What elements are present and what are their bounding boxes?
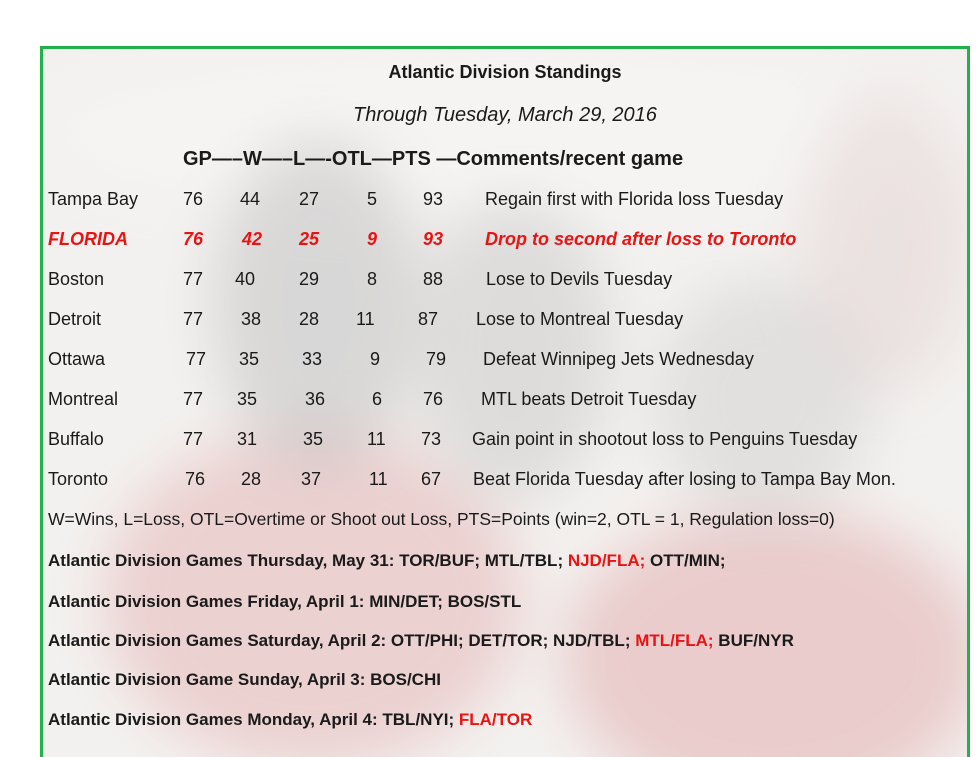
losses: 25 xyxy=(299,229,320,249)
losses: 37 xyxy=(301,469,322,489)
games-saturday xyxy=(48,631,794,651)
games-saturday-text: Atlantic Division Games Saturday, April 2: OTT/PHI; DET/TOR; NJD/TBL; xyxy=(48,631,636,650)
games-thursday-suffix: OTT/MIN; xyxy=(645,551,726,570)
points: 87 xyxy=(418,309,439,329)
table-row xyxy=(43,189,967,227)
losses: 29 xyxy=(299,269,320,289)
games-monday-text: Atlantic Division Games Monday, April 4: TBL/NYI; xyxy=(48,710,459,729)
team-name: Ottawa xyxy=(48,349,106,369)
table-row xyxy=(43,469,967,507)
comment: Lose to Devils Tuesday xyxy=(486,269,673,289)
legend-note: W=Wins, L=Loss, OTL=Overtime or Shoot out Loss, PTS=Points (win=2, OTL = 1, Regulation loss=0) xyxy=(48,509,835,529)
games-thursday-highlight: NJD/FLA; xyxy=(567,551,646,570)
games-played: 77 xyxy=(183,269,204,289)
table-row-highlight xyxy=(43,229,967,267)
team-name: FLORIDA xyxy=(48,229,128,249)
games-played: 76 xyxy=(185,469,206,489)
table-row xyxy=(43,269,967,307)
table-row xyxy=(43,309,967,347)
team-name: Boston xyxy=(48,269,105,289)
ot-losses: 6 xyxy=(372,389,383,409)
wins: 31 xyxy=(237,429,258,449)
losses: 35 xyxy=(303,429,324,449)
comment: Gain point in shootout loss to Penguins Tuesday xyxy=(472,429,858,449)
table-row xyxy=(43,389,967,427)
comment: Drop to second after loss to Toronto xyxy=(485,229,797,249)
games-saturday-suffix: BUF/NYR xyxy=(713,631,794,650)
team-name: Toronto xyxy=(48,469,109,489)
points: 79 xyxy=(426,349,447,369)
games-friday: Atlantic Division Games Friday, April 1: MIN/DET; BOS/STL xyxy=(48,592,522,611)
comment: MTL beats Detroit Tuesday xyxy=(481,389,697,409)
wins: 42 xyxy=(242,229,263,249)
ot-losses: 9 xyxy=(367,229,378,249)
table-row xyxy=(43,349,967,387)
team-name: Montreal xyxy=(48,389,119,409)
ot-losses: 5 xyxy=(367,189,378,209)
games-monday-highlight: FLA/TOR xyxy=(458,710,533,729)
losses: 33 xyxy=(302,349,323,369)
games-played: 77 xyxy=(183,389,204,409)
points: 67 xyxy=(421,469,442,489)
points: 93 xyxy=(423,229,444,249)
table-header: GP—–W—–L—-OTL—PTS —Comments/recent game xyxy=(183,148,684,170)
points: 88 xyxy=(423,269,444,289)
games-played: 76 xyxy=(183,229,204,249)
page-subtitle: Through Tuesday, March 29, 2016 xyxy=(353,104,657,126)
games-played: 77 xyxy=(186,349,207,369)
wins: 44 xyxy=(240,189,261,209)
points: 73 xyxy=(421,429,442,449)
wins: 35 xyxy=(239,349,260,369)
losses: 36 xyxy=(305,389,326,409)
losses: 27 xyxy=(299,189,320,209)
games-played: 77 xyxy=(183,429,204,449)
comment: Defeat Winnipeg Jets Wednesday xyxy=(483,349,754,369)
points: 93 xyxy=(423,189,444,209)
wins: 40 xyxy=(235,269,256,289)
games-played: 77 xyxy=(183,309,204,329)
losses: 28 xyxy=(299,309,320,329)
games-thursday-text: Atlantic Division Games Thursday, May 31: TOR/BUF; MTL/TBL; xyxy=(48,551,568,570)
comment: Regain first with Florida loss Tuesday xyxy=(485,189,784,209)
standings-slide xyxy=(40,46,970,757)
games-thursday xyxy=(48,551,726,571)
ot-losses: 11 xyxy=(356,309,375,329)
team-name: Detroit xyxy=(48,309,102,329)
ot-losses: 11 xyxy=(369,469,388,489)
games-saturday-highlight: MTL/FLA; xyxy=(635,631,714,650)
ot-losses: 9 xyxy=(370,349,381,369)
comment: Lose to Montreal Tuesday xyxy=(476,309,684,329)
games-monday xyxy=(48,710,532,730)
table-row xyxy=(43,429,967,467)
page-title: Atlantic Division Standings xyxy=(388,62,622,82)
ot-losses: 8 xyxy=(367,269,378,289)
points: 76 xyxy=(423,389,444,409)
team-name: Tampa Bay xyxy=(48,189,139,209)
ot-losses: 11 xyxy=(367,429,386,449)
games-sunday: Atlantic Division Game Sunday, April 3: BOS/CHI xyxy=(48,670,441,689)
games-played: 76 xyxy=(183,189,204,209)
wins: 28 xyxy=(241,469,262,489)
wins: 35 xyxy=(237,389,258,409)
wins: 38 xyxy=(241,309,262,329)
comment: Beat Florida Tuesday after losing to Tampa Bay Mon. xyxy=(473,469,896,489)
team-name: Buffalo xyxy=(48,429,104,449)
